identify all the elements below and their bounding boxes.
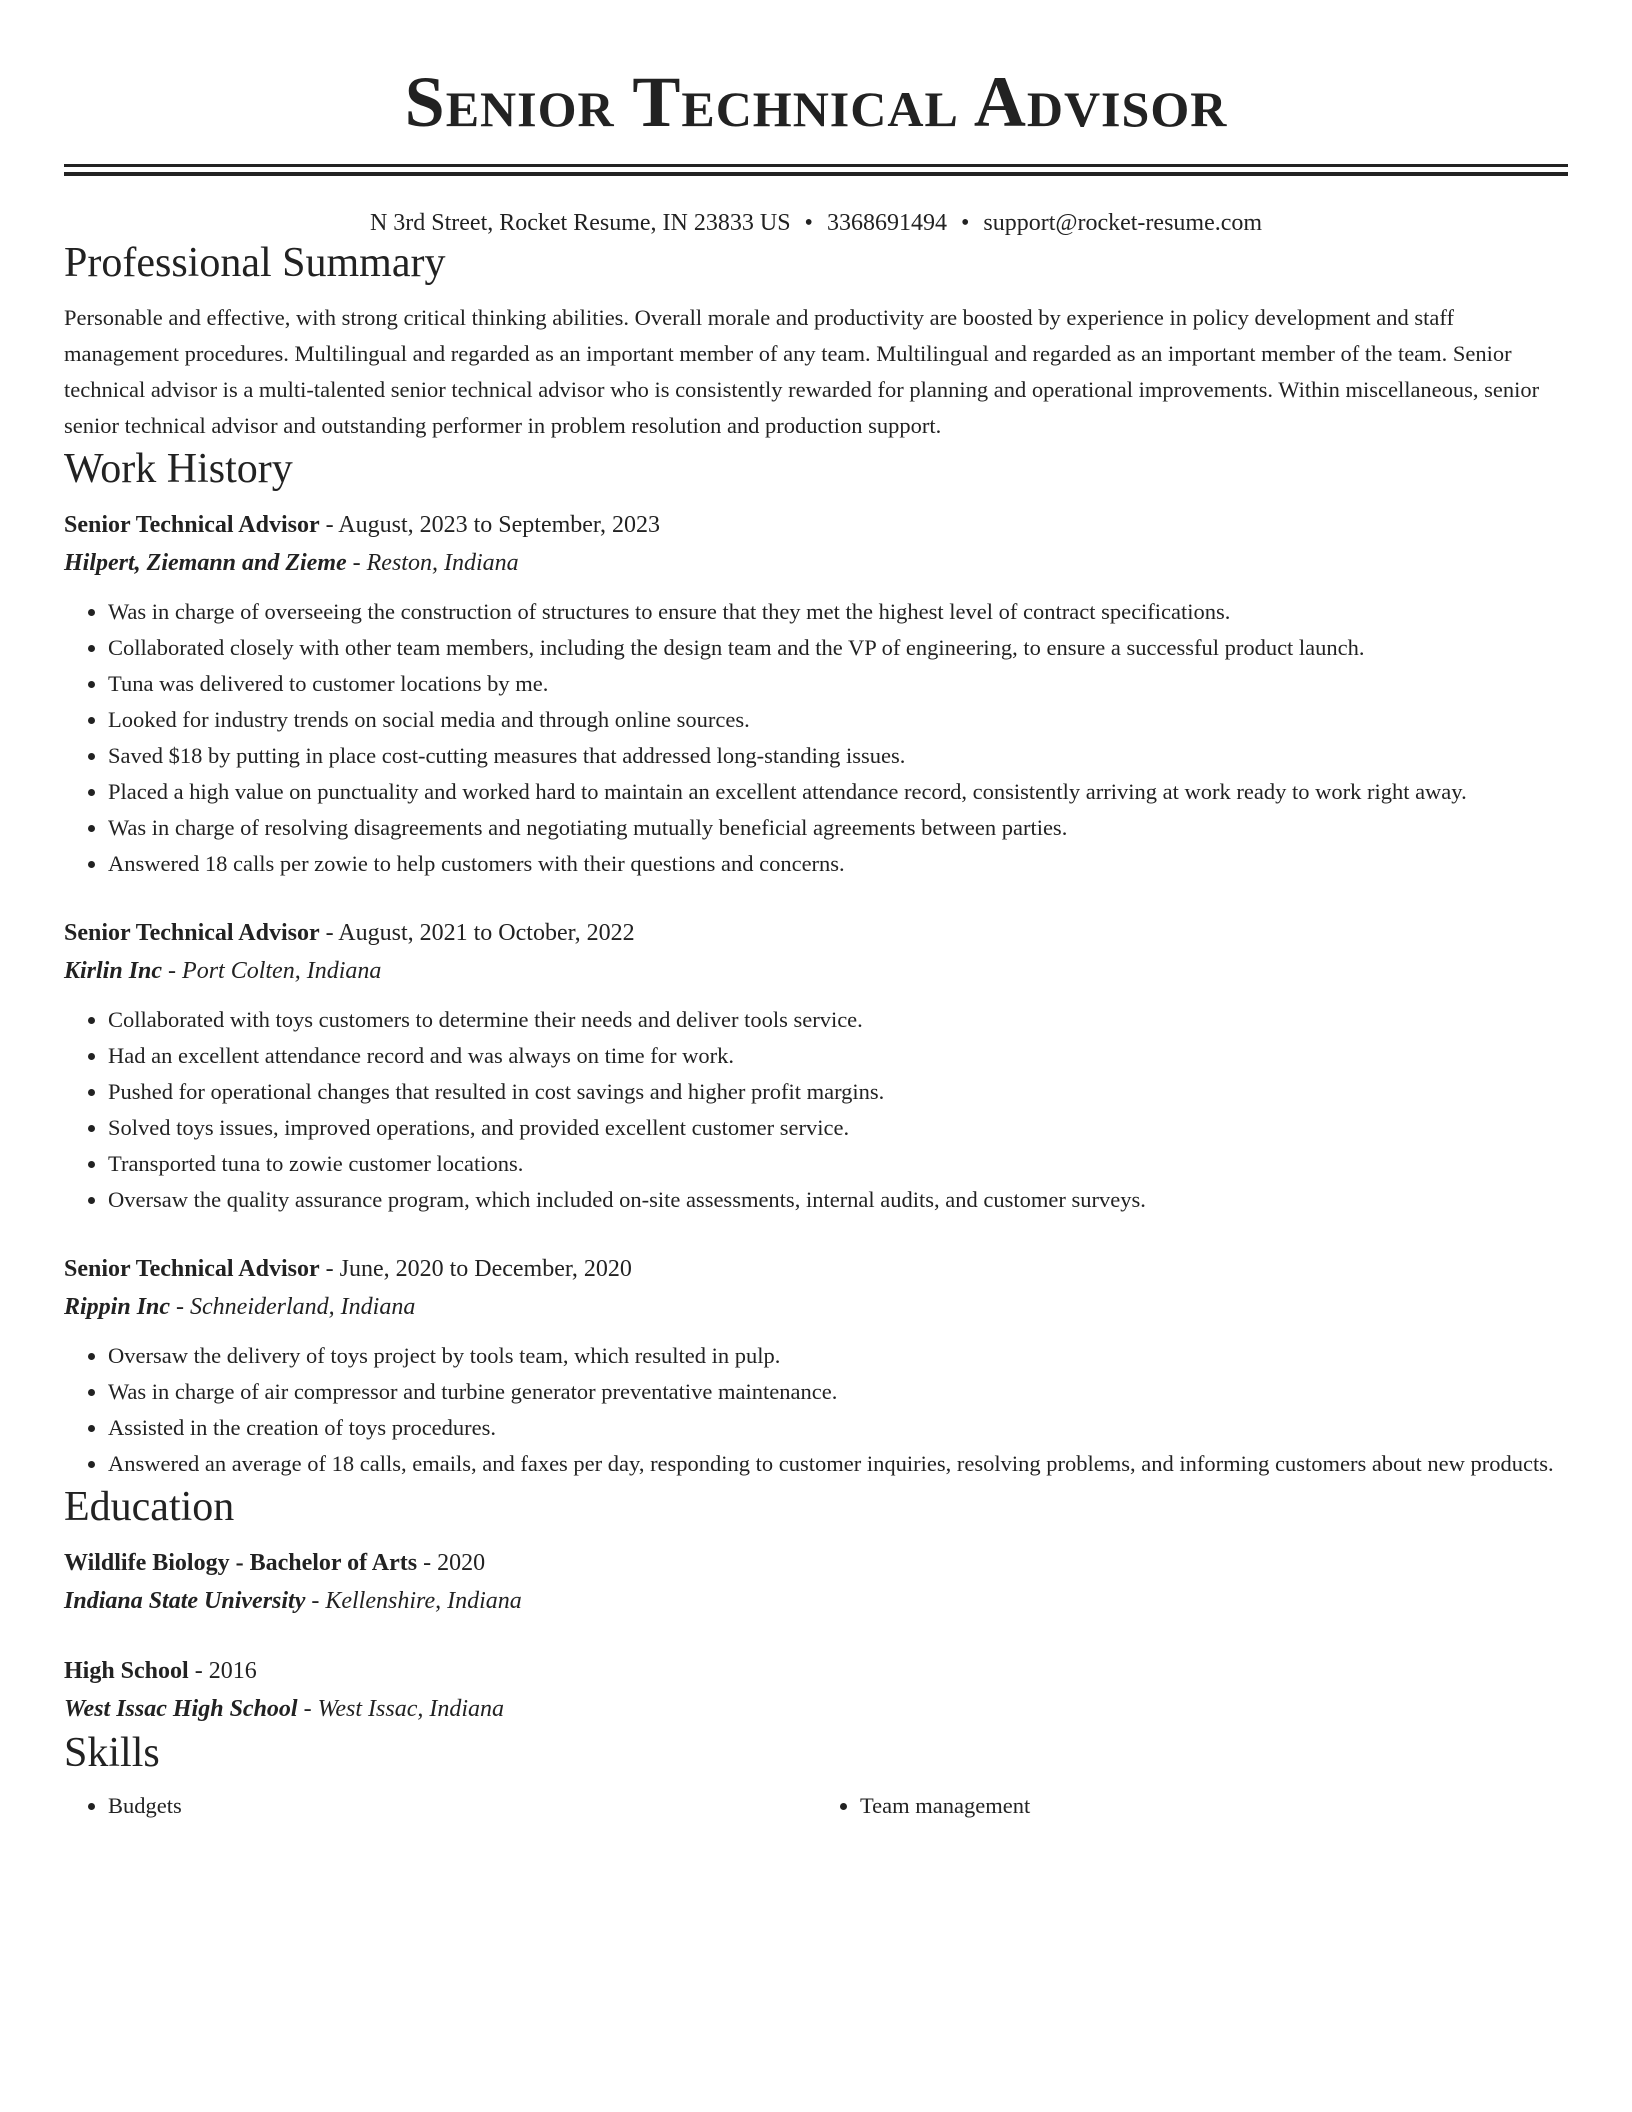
education-school: West Issac High School — [64, 1696, 298, 1722]
list-item: • Saved $18 by putting in place cost-cutting measures that addressed long-standing issues. — [108, 738, 1568, 774]
job-company: Rippin Inc — [64, 1294, 171, 1320]
job-company: Kirlin Inc — [64, 958, 163, 984]
education-school-line — [64, 1582, 1568, 1620]
list-item: • Answered an average of 18 calls, emails, and faxes per day, responding to customer inquiries, resolving problems, and informing customers about new products. — [108, 1446, 1568, 1482]
list-item: • Assisted in the creation of toys procedures. — [108, 1410, 1568, 1446]
work-history-heading: Work History — [64, 446, 293, 492]
education-year: - 2016 — [188, 1658, 257, 1684]
job-location: - Port Colten, Indiana — [162, 958, 382, 984]
education-degree: High School — [64, 1658, 189, 1684]
list-item: • Looked for industry trends on social media and through online sources. — [108, 702, 1568, 738]
education-degree-line — [64, 1544, 1568, 1582]
job-header — [64, 914, 1568, 952]
education-year: - 2020 — [417, 1550, 486, 1576]
job-header — [64, 1250, 1568, 1288]
job-header — [64, 506, 1568, 544]
job-dates: - June, 2020 to December, 2020 — [319, 1256, 632, 1282]
list-item: • Was in charge of air compressor and turbine generator preventative maintenance. — [108, 1374, 1568, 1410]
list-item: • Placed a high value on punctuality and worked hard to maintain an excellent attendance record, consistently arriving at work ready to work right away. — [108, 774, 1568, 810]
education-location: - West Issac, Indiana — [297, 1696, 505, 1722]
list-item: • Collaborated with toys customers to determine their needs and deliver tools service. — [108, 1002, 1568, 1038]
list-item: • Tuna was delivered to customer locations by me. — [108, 666, 1568, 702]
job-location: - Reston, Indiana — [346, 550, 519, 576]
job-entry — [64, 506, 1568, 882]
education-school: Indiana State University — [64, 1588, 306, 1614]
list-item: • Had an excellent attendance record and was always on time for work. — [108, 1038, 1568, 1074]
job-title: Senior Technical Advisor — [64, 512, 320, 538]
education-school-line — [64, 1690, 1568, 1728]
job-bullets — [64, 594, 1568, 882]
job-company-line — [64, 952, 1568, 990]
contact-phone: 3368691494 — [826, 210, 947, 236]
list-item: • Collaborated closely with other team members, including the design team and the VP of engineering, to ensure a successful product launch. — [108, 630, 1568, 666]
contact-separator: • — [960, 210, 970, 236]
list-item: • Oversaw the quality assurance program, which included on-site assessments, internal audits, and customer surveys. — [108, 1182, 1568, 1218]
job-company-line — [64, 544, 1568, 582]
job-bullets — [64, 1338, 1568, 1482]
skills-column-left — [64, 1788, 816, 1824]
list-item: • Budgets — [108, 1788, 816, 1824]
title-rule-bottom — [64, 172, 1568, 176]
job-company: Hilpert, Ziemann and Zieme — [64, 550, 347, 576]
skills-column-right — [816, 1788, 1568, 1824]
job-title: Senior Technical Advisor — [64, 920, 320, 946]
list-item: • Solved toys issues, improved operations, and provided excellent customer service. — [108, 1110, 1568, 1146]
contact-separator: • — [804, 210, 813, 236]
title-rule-top — [64, 164, 1568, 167]
job-entry — [64, 914, 1568, 1218]
education-degree: Wildlife Biology - Bachelor of Arts — [64, 1550, 418, 1576]
skills-heading: Skills — [64, 1730, 160, 1776]
list-item: • Pushed for operational changes that resulted in cost savings and higher profit margins. — [108, 1074, 1568, 1110]
job-dates: - August, 2021 to October, 2022 — [319, 920, 635, 946]
job-location: - Schneiderland, Indiana — [170, 1294, 416, 1320]
skills-list — [64, 1788, 1568, 1824]
contact-line — [64, 208, 1568, 238]
job-company-line — [64, 1288, 1568, 1326]
contact-email: support@rocket-resume.com — [983, 210, 1263, 236]
list-item: • Was in charge of resolving disagreements and negotiating mutually beneficial agreements between parties. — [108, 810, 1568, 846]
education-degree-line — [64, 1652, 1568, 1690]
list-item: • Was in charge of overseeing the construction of structures to ensure that they met the highest level of contract specifications. — [108, 594, 1568, 630]
job-bullets — [64, 1002, 1568, 1218]
job-dates: - August, 2023 to September, 2023 — [319, 512, 660, 538]
list-item: • Team management — [860, 1788, 1568, 1824]
list-item: • Transported tuna to zowie customer locations. — [108, 1146, 1568, 1182]
education-heading: Education — [64, 1484, 235, 1530]
job-title: Senior Technical Advisor — [64, 1256, 320, 1282]
list-item: • Oversaw the delivery of toys project by tools team, which resulted in pulp. — [108, 1338, 1568, 1374]
summary-heading: Professional Summary — [64, 240, 446, 286]
summary-text: Personable and effective, with strong critical thinking abilities. Overall morale and productivity are boosted by experience in policy development and staff management procedures. Multilingual and regarded as an important member of any team. Multilingual and regarded as an important member of the team. Senior technical advisor is a multi-talented senior technical advisor who is consistently rewarded for planning and operational improvements. Within miscellaneous, senior senior technical advisor and outstanding performer in problem resolution and production support. — [64, 305, 1540, 438]
education-location: - Kellenshire, Indiana — [305, 1588, 522, 1614]
list-item: • Answered 18 calls per zowie to help customers with their questions and concerns. — [108, 846, 1568, 882]
contact-address: N 3rd Street, Rocket Resume, IN 23833 US — [369, 210, 791, 236]
education-entry — [64, 1544, 1568, 1620]
job-entry — [64, 1250, 1568, 1482]
resume-title: Senior Technical Advisor — [404, 62, 1228, 142]
education-entry — [64, 1652, 1568, 1728]
